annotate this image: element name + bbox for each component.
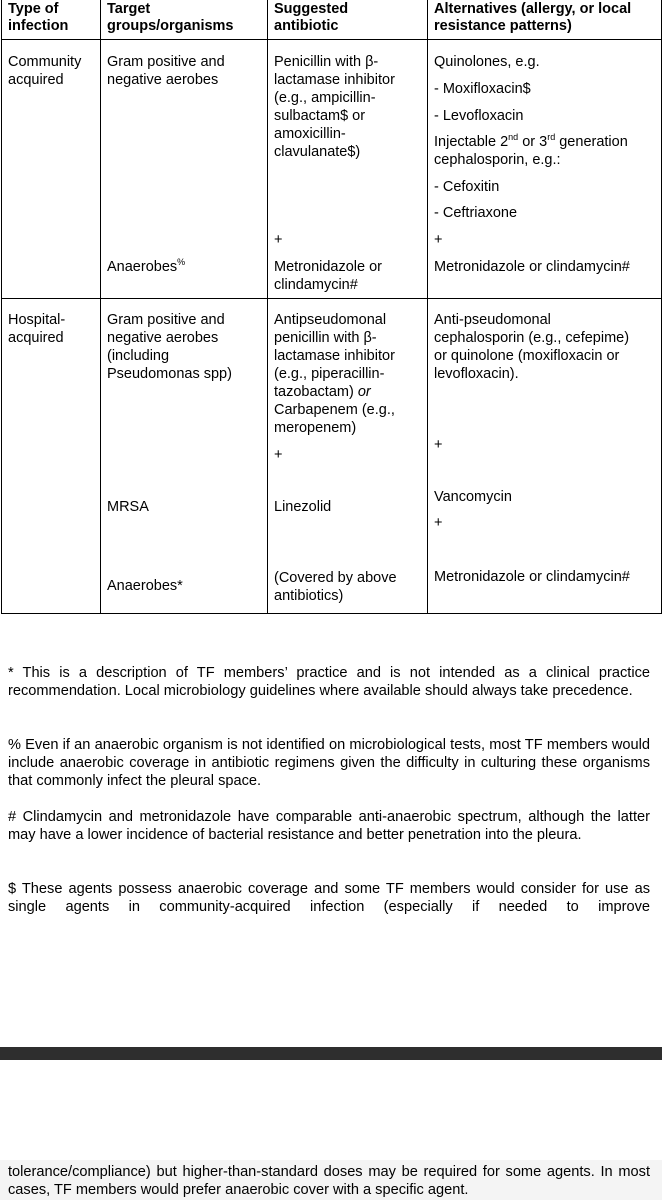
header-alternatives-line2: resistance patterns) — [434, 18, 572, 34]
hospital-target-aerobes-line1: Gram positive and — [107, 312, 225, 328]
footnote-hash: # Clindamycin and metronidazole have comparable anti-anaerobic spectrum, although the latter may have a lower incidence of bacterial resistance and better penetration into the pleura. — [8, 809, 650, 843]
hospital-alt-mrsa: Vancomycin — [434, 489, 512, 505]
header-alternatives-line1: Alternatives (allergy, or local — [434, 1, 632, 17]
community-alt-cefoxitin: - Cefoxitin — [434, 179, 500, 195]
hospital-suggested-line1: Antipseudomonal — [274, 312, 387, 328]
community-alt-anaerobes: Metronidazole or clindamycin# — [434, 259, 630, 275]
hospital-target-aerobes-line3: (including — [107, 348, 170, 364]
community-suggested-plus: + — [274, 232, 283, 248]
community-alt-plus: + — [434, 232, 443, 248]
hospital-suggested-line7: meropenem) — [274, 420, 357, 436]
page-break-band — [0, 1047, 662, 1060]
community-suggested-line3: (e.g., ampicillin- — [274, 90, 376, 106]
footnote-dollar: $ These agents possess anaerobic coverage and some TF members would consider for use as single agents in community-acquired infection (especially if needed to improve — [8, 881, 650, 915]
header-target-line1: Target — [107, 1, 151, 17]
community-suggested-anaerobes-line2: clindamycin# — [274, 277, 358, 293]
hospital-target-mrsa: MRSA — [107, 499, 149, 515]
hospital-target-anaerobes: Anaerobes* — [107, 578, 183, 594]
footnote-dollar-continued: tolerance/compliance) but higher-than-standard doses may be required for some agents. In most cases, TF members would prefer anaerobic cover with a specific agent. — [8, 1164, 650, 1198]
hospital-suggested-plus: + — [274, 447, 283, 463]
hospital-alt-plus1: + — [434, 437, 443, 453]
header-type-line2: infection — [8, 18, 69, 34]
column-divider — [267, 0, 268, 613]
hospital-type-line2: acquired — [8, 330, 64, 346]
community-suggested-line6: clavulanate$) — [274, 144, 361, 160]
community-alt-ceftriaxone: - Ceftriaxone — [434, 205, 518, 221]
footnote-asterisk: * This is a description of TF members’ practice and is not intended as a clinical practice recommendation. Local microbiology guidelines where available should always take precedence. — [8, 665, 650, 699]
hospital-type-line1: Hospital- — [8, 312, 66, 328]
hospital-suggested-line4: (e.g., piperacillin- — [274, 366, 385, 382]
hospital-suggested-line5: tazobactam) or — [274, 384, 371, 400]
community-suggested-line2: lactamase inhibitor — [274, 72, 395, 88]
community-target-anaerobes: Anaerobes% — [107, 257, 186, 275]
hospital-suggested-anaerobes-line2: antibiotics) — [274, 588, 344, 604]
hospital-suggested-line3: lactamase inhibitor — [274, 348, 395, 364]
hospital-alt-line3: or quinolone (moxifloxacin or — [434, 348, 620, 364]
column-divider — [427, 0, 428, 613]
community-suggested-line1: Penicillin with β- — [274, 54, 379, 70]
hospital-suggested-anaerobes-line1: (Covered by above — [274, 570, 397, 586]
header-suggested-line1: Suggested — [274, 1, 349, 17]
community-type-line2: acquired — [8, 72, 64, 88]
footnote-percent: % Even if an anaerobic organism is not identified on microbiological tests, most TF members would include anaerobic coverage in antibiotic regimens given the difficulty in culturing these organisms that commonly infect the pleural space. — [8, 737, 650, 789]
hospital-alt-line4: levofloxacin). — [434, 366, 519, 382]
hospital-alt-plus2: + — [434, 515, 443, 531]
community-target-aerobes-line2: negative aerobes — [107, 72, 219, 88]
community-suggested-anaerobes-line1: Metronidazole or — [274, 259, 382, 275]
community-alt-levofloxacin: - Levofloxacin — [434, 108, 524, 124]
hospital-suggested-line2: penicillin with β- — [274, 330, 377, 346]
hospital-target-aerobes-line2: negative aerobes — [107, 330, 219, 346]
hospital-alt-line2: cephalosporin (e.g., cefepime) — [434, 330, 630, 346]
community-alt-quinolones: Quinolones, e.g. — [434, 54, 540, 70]
column-divider — [100, 0, 101, 613]
community-alt-cephalosporin: cephalosporin, e.g.: — [434, 152, 561, 168]
hospital-alt-line1: Anti-pseudomonal — [434, 312, 551, 328]
community-suggested-line5: amoxicillin- — [274, 126, 346, 142]
hospital-alt-anaerobes: Metronidazole or clindamycin# — [434, 569, 630, 585]
community-target-aerobes-line1: Gram positive and — [107, 54, 225, 70]
community-type-line1: Community — [8, 54, 82, 70]
header-target-line2: groups/organisms — [107, 18, 234, 34]
hospital-suggested-mrsa: Linezolid — [274, 499, 332, 515]
community-alt-moxifloxacin: - Moxifloxacin$ — [434, 81, 531, 97]
hospital-suggested-line6: Carbapenem (e.g., — [274, 402, 395, 418]
header-suggested-line2: antibiotic — [274, 18, 339, 34]
header-type-line1: Type of — [8, 1, 59, 17]
community-suggested-line4: sulbactam$ or — [274, 108, 366, 124]
hospital-target-aerobes-line4: Pseudomonas spp) — [107, 366, 232, 382]
community-alt-injectable: Injectable 2nd or 3rd generation — [434, 132, 628, 150]
